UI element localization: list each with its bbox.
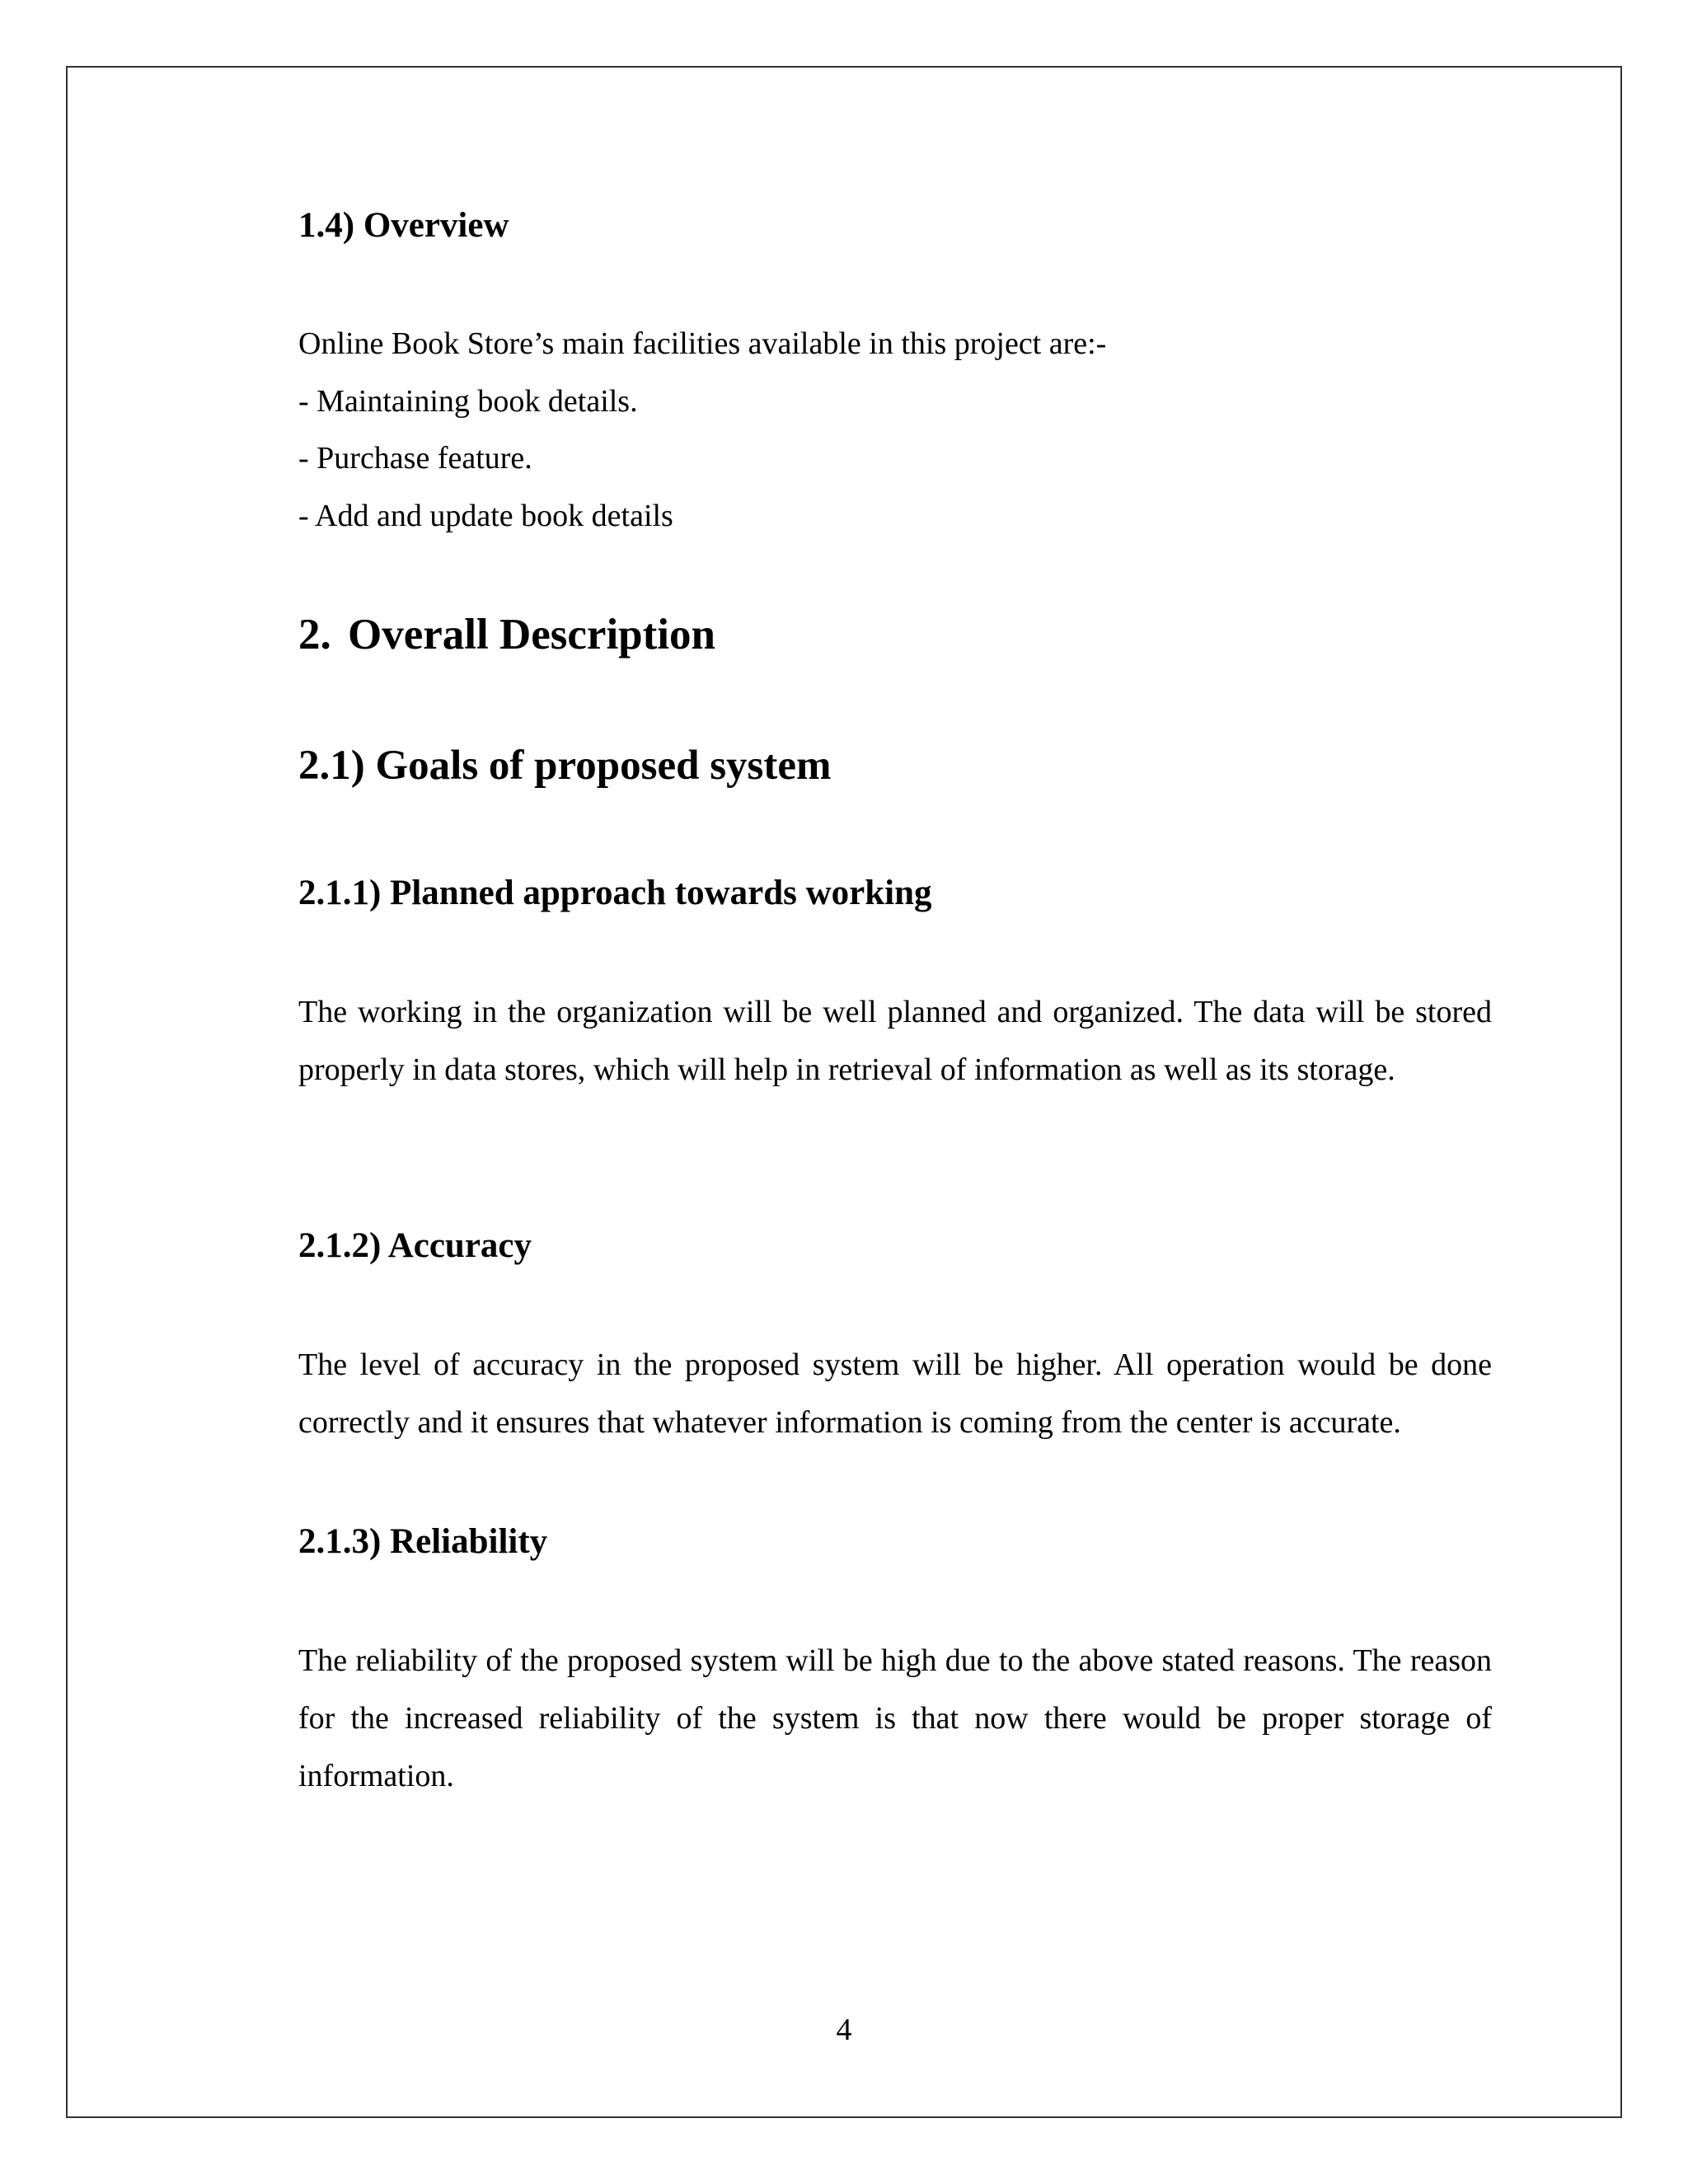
page-number: 4 [836, 2013, 852, 2047]
paragraph-planned-approach: The working in the organization will be well planned and organized. The data will be stored properly in data stores, which will help in retrieval of information as well as its storage. [298, 995, 1492, 1087]
section-number: 2. [298, 611, 331, 658]
overview-intro: Online Book Store’s main facilities available in this project are:- [298, 326, 1107, 361]
heading-overall-description [298, 613, 715, 657]
section-title: Overall Description [348, 611, 715, 658]
heading-accuracy: 2.1.2) Accuracy [298, 1226, 532, 1265]
list-item: - Add and update book details [298, 499, 673, 533]
heading-reliability: 2.1.3) Reliability [298, 1522, 548, 1561]
list-item: - Purchase feature. [298, 441, 532, 476]
paragraph-accuracy: The level of accuracy in the proposed system will be higher. All operation would be done correctly and it ensures that whatever information is coming from the center is accurate. [298, 1347, 1492, 1440]
heading-planned-approach: 2.1.1) Planned approach towards working [298, 874, 932, 912]
heading-goals: 2.1) Goals of proposed system [298, 743, 832, 789]
paragraph-reliability: The reliability of the proposed system will be high due to the above stated reasons. The reason for the increased reliability of the system is that now there would be proper storage of information. [298, 1643, 1492, 1793]
heading-overview: 1.4) Overview [298, 206, 509, 245]
list-item: - Maintaining book details. [298, 384, 638, 419]
